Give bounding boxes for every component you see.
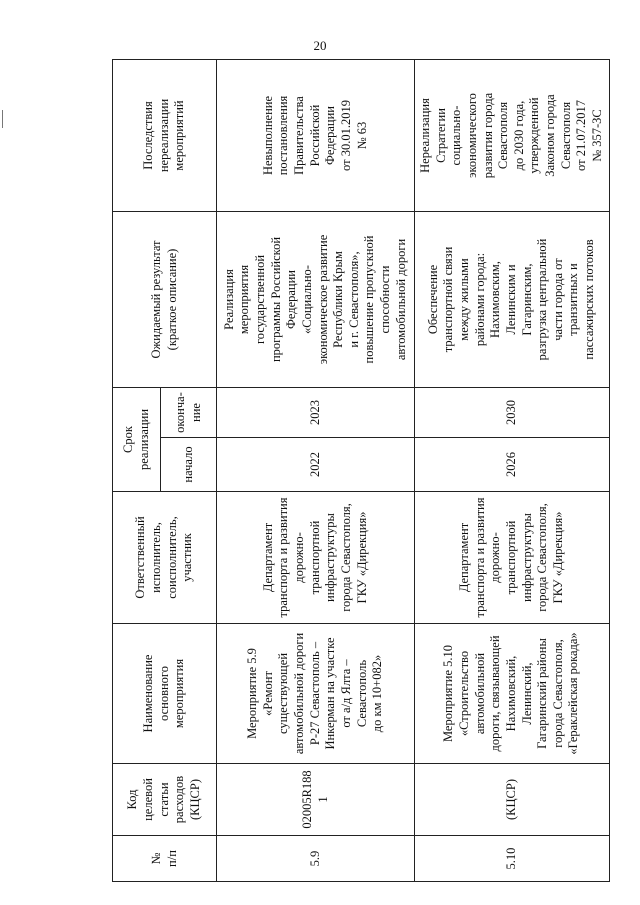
- header-start: начало: [161, 438, 217, 492]
- measures-table: [112, 59, 610, 882]
- table-row: [217, 60, 415, 882]
- row-consequences: Нереализация Стратегии социально- экономического развития города Севастополя до 2030 года, утвержденной Законом города Севастополя от 21.07.2017 № 357-ЗС: [415, 60, 610, 212]
- header-executor: Ответственный исполнитель, соисполнитель, участник: [113, 492, 217, 624]
- row-start: 2022: [217, 438, 415, 492]
- row-result: Реализация мероприятия государственной программы Российской Федерации «Социально- экономическое развитие Республики Крым и г. Севастополя», повышение пропускной способности автомобильной дороги: [217, 212, 415, 388]
- row-result: Обеспечение транспортной связи между жилыми районами города: Нахимовским, Ленинским и Гагаринским, разгрузка центральной части города от транзитных и пассажирских потоков: [415, 212, 610, 388]
- table-row: [415, 60, 610, 882]
- header-consequences: Последствия нереализации мероприятий: [113, 60, 217, 212]
- header-period: Срок реализации: [113, 388, 161, 492]
- row-consequences: Невыполнение постановления Правительства Российской Федерации от 30.01.2019 № 63: [217, 60, 415, 212]
- row-code: (КЦСР): [415, 764, 610, 836]
- row-num: 5.9: [217, 836, 415, 882]
- header-result: Ожидаемый результат (краткое описание): [113, 212, 217, 388]
- header-code: Код целевой статьи расходов (КЦСР): [113, 764, 217, 836]
- header-end: оконча- ние: [161, 388, 217, 438]
- row-end: 2030: [415, 388, 610, 438]
- row-start: 2026: [415, 438, 610, 492]
- page-number: 20: [313, 38, 327, 53]
- row-end: 2023: [217, 388, 415, 438]
- rotated-table-sheet: [112, 60, 602, 882]
- row-executor: Департамент транспорта и развития дорожно- транспортной инфраструктуры города Севастополя, ГКУ «Дирекция»: [415, 492, 610, 624]
- row-code: 02005R1881: [217, 764, 415, 836]
- row-num: 5.10: [415, 836, 610, 882]
- header-num: № п/п: [113, 836, 217, 882]
- row-name: Мероприятие 5.9 «Ремонт существующей автомобильной дороги Р-27 Севастополь – Инкерман на участке от а/д Ялта – Севастополь до км 10+082»: [217, 624, 415, 764]
- binding-edge-mark: [2, 110, 11, 128]
- header-name: Наименование основного мероприятия: [113, 624, 217, 764]
- row-executor: Департамент транспорта и развития дорожно- транспортной инфраструктуры города Севастополя, ГКУ «Дирекция»: [217, 492, 415, 624]
- row-name: Мероприятие 5.10 «Строительство автомобильной дороги, связывающей Нахимовский, Ленинский, Гагаринский районы города Севастополя, «Гераклейская рокада»: [415, 624, 610, 764]
